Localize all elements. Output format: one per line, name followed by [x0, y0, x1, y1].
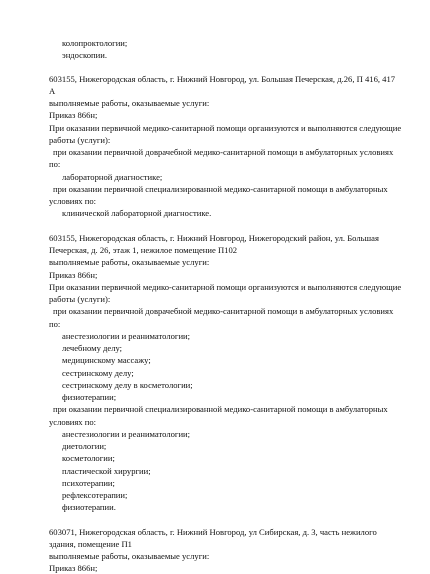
- address-line: 603071, Нижегородская область, г. Нижний Новгород, ул Сибирская, д. 3, часть нежилого: [49, 527, 377, 537]
- address-line: здания, помещение П1: [49, 539, 132, 549]
- text-line: при оказании первичной доврачебной медико-санитарной помощи в амбулаторных условиях: [53, 306, 394, 316]
- text-line: Приказ 866н;: [49, 110, 98, 120]
- text-line: при оказании первичной специализированной медико-санитарной помощи в амбулаторных: [53, 184, 388, 194]
- text-line: Приказ 866н;: [49, 563, 98, 573]
- text-line: Приказ 866н;: [49, 270, 98, 280]
- text-line: при оказании первичной доврачебной медико-санитарной помощи в амбулаторных условиях: [53, 147, 394, 157]
- text-line: выполняемые работы, оказываемые услуги:: [49, 257, 210, 267]
- text-line: колопроктологии;: [62, 38, 128, 48]
- list-item: лечебному делу;: [62, 343, 123, 353]
- list-item: косметологии;: [62, 453, 115, 463]
- list-item: сестринскому делу в косметологии;: [62, 380, 193, 390]
- text-line: выполняемые работы, оказываемые услуги:: [49, 98, 210, 108]
- list-item: сестринскому делу;: [62, 368, 134, 378]
- address-line: Печерская, д. 26, этаж 1, нежилое помещение П102: [49, 245, 238, 255]
- address-line: 603155, Нижегородская область, г. Нижний Новгород, Нижегородский район, ул. Большая: [49, 233, 379, 243]
- list-item: физиотерапии.: [62, 502, 116, 512]
- text-line: работы (услуги):: [49, 135, 111, 145]
- text-line: по:: [49, 319, 61, 329]
- list-item: анестезиологии и реаниматологии;: [62, 331, 191, 341]
- text-line: условиях по:: [49, 196, 97, 206]
- list-item: диетологии;: [62, 441, 107, 451]
- text-line: При оказании первичной медико-санитарной помощи организуются и выполняются следующие: [49, 282, 402, 292]
- list-item: медицинскому массажу;: [62, 355, 151, 365]
- text-line: при оказании первичной специализированной медико-санитарной помощи в амбулаторных: [53, 404, 388, 414]
- text-line: выполняемые работы, оказываемые услуги:: [49, 551, 210, 561]
- text-line: эндоскопии.: [62, 50, 107, 60]
- list-item: анестезиологии и реаниматологии;: [62, 429, 191, 439]
- list-item: клинической лабораторной диагностике.: [62, 208, 212, 218]
- text-line: При оказании первичной медико-санитарной помощи организуются и выполняются следующие: [49, 123, 402, 133]
- list-item: физиотерапии;: [62, 392, 117, 402]
- address-line: 603155, Нижегородская область, г. Нижний Новгород, ул. Большая Печерская, д.26, П 416, 417: [49, 74, 396, 84]
- address-line: А: [49, 86, 56, 96]
- list-item: психотерапии;: [62, 478, 115, 488]
- text-line: по:: [49, 159, 61, 169]
- text-line: работы (услуги):: [49, 294, 111, 304]
- list-item: рефлексотерапии;: [62, 490, 128, 500]
- list-item: лабораторной диагностике;: [62, 172, 163, 182]
- list-item: пластической хирургии;: [62, 466, 151, 476]
- text-line: условиях по:: [49, 417, 97, 427]
